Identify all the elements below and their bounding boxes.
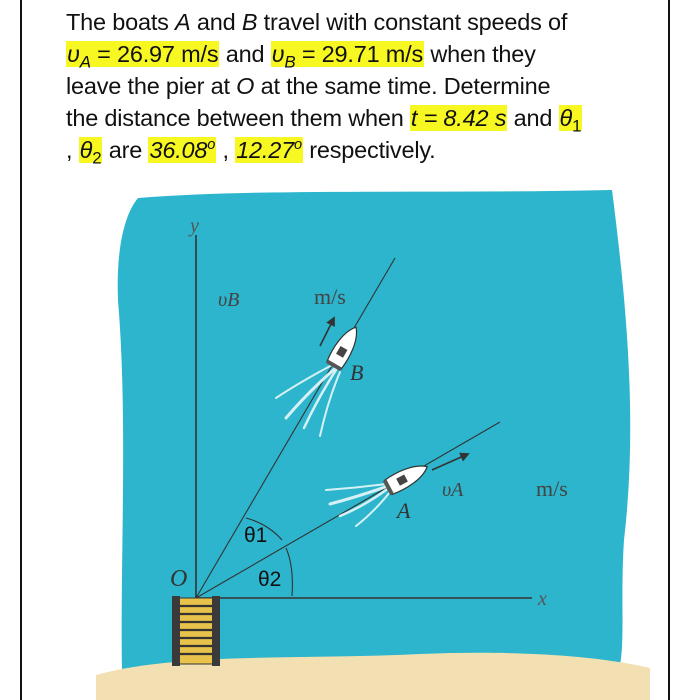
theta1-value-highlight: 36.08$^o$ [149,137,216,163]
pier [172,596,220,666]
theta2-label: θ2 [258,568,282,591]
x-axis-label: x [538,588,547,610]
boat-a-label: A [397,498,411,523]
velocity-a-label: υA [442,479,464,501]
time-highlight: t = 8.42 s [410,105,507,131]
theta2-symbol-highlight: $\theta_2$ [79,137,102,168]
speed-a-highlight: $\upsilon_A = 26.97$ m/s [67,41,219,72]
y-axis-label: y [190,215,199,237]
origin-label: O [170,566,188,592]
theta1-label: θ1 [244,524,268,547]
theta1-symbol-highlight: $\theta_1$ [559,105,582,136]
problem-statement: The boats A and B travel with constant speeds of $\upsilon_A = 26.97$ m/s and $\upsilon_B = 29.71$ m/s when they leave the pier at O at the same time. Determine the distance between them when t = 8.42 s and $\theta_1$ , $\theta_2$ are 36.08$^o$ , 12.27$^o$ respectively. [66,9,582,168]
velocity-b-label: υB [218,289,240,311]
boat-b-label: B [350,360,364,385]
theta2-value-highlight: 12.27$^o$ [236,137,302,163]
speed-b-highlight: $\upsilon_B = 29.71$ m/s [271,41,424,72]
unit-b-label: m/s [314,284,346,309]
unit-a-label: m/s [536,476,568,501]
